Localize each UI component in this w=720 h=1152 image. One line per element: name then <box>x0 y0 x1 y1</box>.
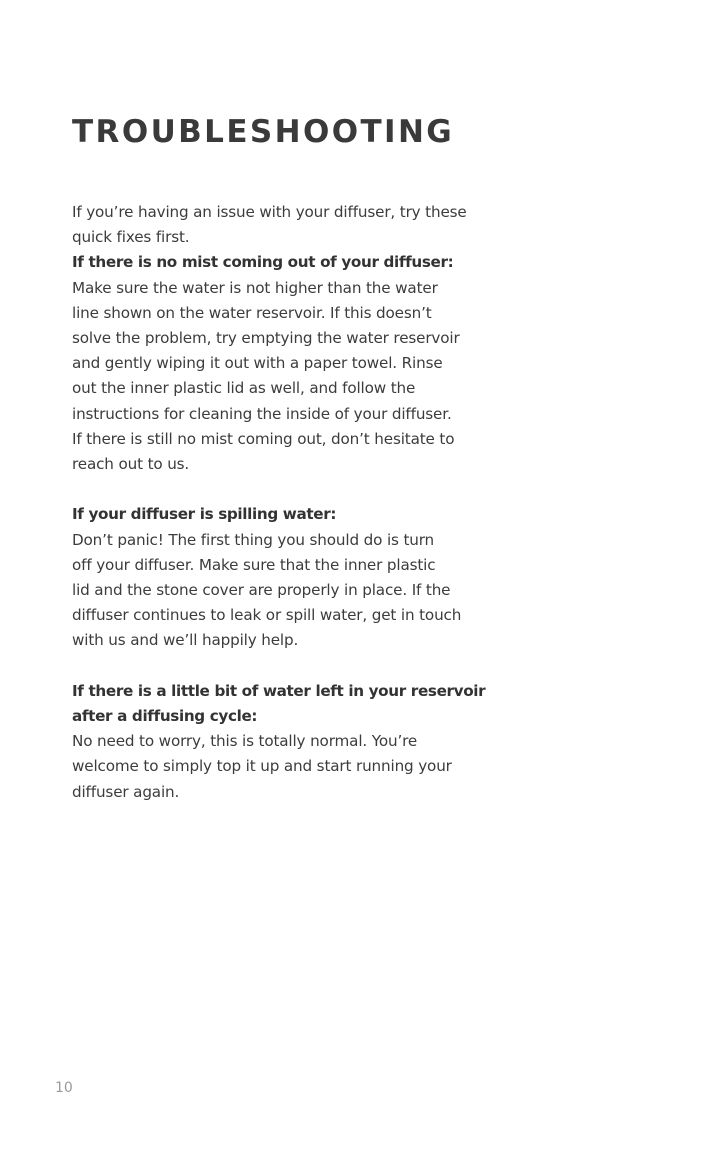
heading-line: If there is a little bit of water left in your reservoir <box>72 681 486 700</box>
text-line: solve the problem, try emptying the water reservoir <box>72 329 460 348</box>
text-line: welcome to simply top it up and start running your <box>72 757 452 776</box>
intro-paragraph <box>72 200 492 250</box>
section-heading <box>72 250 492 275</box>
troubleshooting-body <box>72 200 492 830</box>
text-line: instructions for cleaning the inside of your diffuser. <box>72 404 452 423</box>
page-number: 10 <box>55 1080 73 1096</box>
text-line: Make sure the water is not higher than the water <box>72 278 438 297</box>
text-line: with us and we’ll happily help. <box>72 631 299 650</box>
text-line: diffuser continues to leak or spill water, get in touch <box>72 606 462 625</box>
text-line: lid and the stone cover are properly in place. If the <box>72 581 451 600</box>
text-line: out the inner plastic lid as well, and follow the <box>72 379 416 398</box>
text-line: Don’t panic! The first thing you should do is turn <box>72 530 435 549</box>
text-line: If there is still no mist coming out, don’t hesitate to <box>72 429 455 448</box>
text-line: diffuser again. <box>72 782 180 801</box>
page-title: TROUBLESHOOTING <box>72 114 455 150</box>
section-water-left <box>72 679 492 805</box>
heading-line: If your diffuser is spilling water: <box>72 505 337 524</box>
section-heading <box>72 679 492 729</box>
heading-line: If there is no mist coming out of your diffuser: <box>72 253 454 272</box>
intro-line: If you’re having an issue with your diffuser, try these <box>72 203 467 221</box>
text-line: No need to worry, this is totally normal. You’re <box>72 732 418 751</box>
section-no-mist <box>72 250 492 477</box>
section-spilling-water <box>72 502 492 653</box>
heading-line: after a diffusing cycle: <box>72 707 258 726</box>
section-text <box>72 276 492 478</box>
section-text <box>72 528 492 654</box>
text-line: line shown on the water reservoir. If this doesn’t <box>72 303 432 322</box>
section-heading <box>72 502 492 527</box>
section-text <box>72 729 492 805</box>
text-line: off your diffuser. Make sure that the inner plastic <box>72 555 436 574</box>
intro-line: quick fixes first. <box>72 228 190 247</box>
text-line: reach out to us. <box>72 455 190 474</box>
text-line: and gently wiping it out with a paper towel. Rinse <box>72 354 443 373</box>
